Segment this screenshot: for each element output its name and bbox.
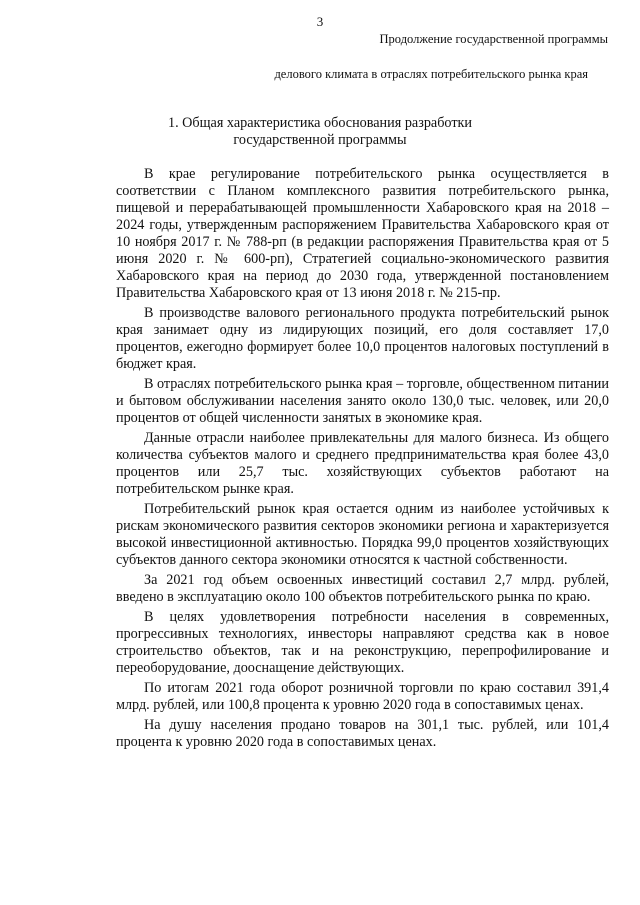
paragraph: За 2021 год объем освоенных инвестиций составил 2,7 млрд. рублей, введено в эксплуатацию около 100 объектов потребительского рынка по краю. (116, 572, 609, 605)
paragraph: В крае регулирование потребительского рынка осуществляется в соответствии с Планом комплексного развития потребительского рынка, пищевой и перерабатывающей промышленности Хабаровского края на 2018 – 2024 годы, утвержденным распоряжением Правительства Хабаровского края от 10 ноября 2017 г. № 788-рп (в редакции распоряжения Правительства края от 5 июня 2020 г. № 600-рп), Стратегией социально-экономического развития Хабаровского края на период до 2030 года, утвержденной постановлением Правительства Хабаровского края от 13 июня 2018 г. № 215-пр. (116, 166, 609, 301)
paragraph: На душу населения продано товаров на 301,1 тыс. рублей, или 101,4 процента к уровню 2020 года в сопоставимых ценах. (116, 717, 609, 750)
running-header-line-1: Продолжение государственной программы (379, 32, 608, 46)
paragraph: В производстве валового регионального продукта потребительский рынок края занимает одну из лидирующих позиций, его доля составляет 17,0 процентов, ежегодно формирует более 10,0 процентов налоговых поступлений в бюджет края. (116, 305, 609, 372)
section-heading (0, 115, 640, 149)
paragraph: По итогам 2021 года оборот розничной торговли по краю составил 391,4 млрд. рублей, или 100,8 процента к уровню 2020 года в сопоставимых ценах. (116, 680, 609, 713)
section-heading-line-1: 1. Общая характеристика обоснования разработки (167, 115, 473, 131)
page-number: 3 (316, 14, 324, 29)
paragraph: Потребительский рынок края остается одним из наиболее устойчивых к рискам экономического развития секторов экономики региона и характеризуется высокой инвестиционной активностью. Порядка 99,0 процентов хозяйствующих субъектов данного сектора экономики относятся к частной собственности. (116, 501, 609, 568)
paragraph: В целях удовлетворения потребности населения в современных, прогрессивных технологиях, инвесторы направляют средства как в новое строительство объектов, так и на реконструкцию, перепрофилирование и переоборудование, дооснащение действующих. (116, 609, 609, 676)
paragraph: В отраслях потребительского рынка края – торговле, общественном питании и бытовом обслуживании населения занято около 130,0 тыс. человек, или 20,0 процентов от общей численности занятых в экономике края. (116, 376, 609, 426)
running-header-line-2: делового климата в отраслях потребительского рынка края (274, 67, 588, 81)
paragraph: Данные отрасли наиболее привлекательны для малого бизнеса. Из общего количества субъектов малого и среднего предпринимательства края более 43,0 процентов или 25,7 тыс. хозяйствующих субъектов работают на потребительском рынке края. (116, 430, 609, 497)
body-text (116, 166, 609, 754)
section-heading-line-2: государственной программы (233, 132, 407, 148)
